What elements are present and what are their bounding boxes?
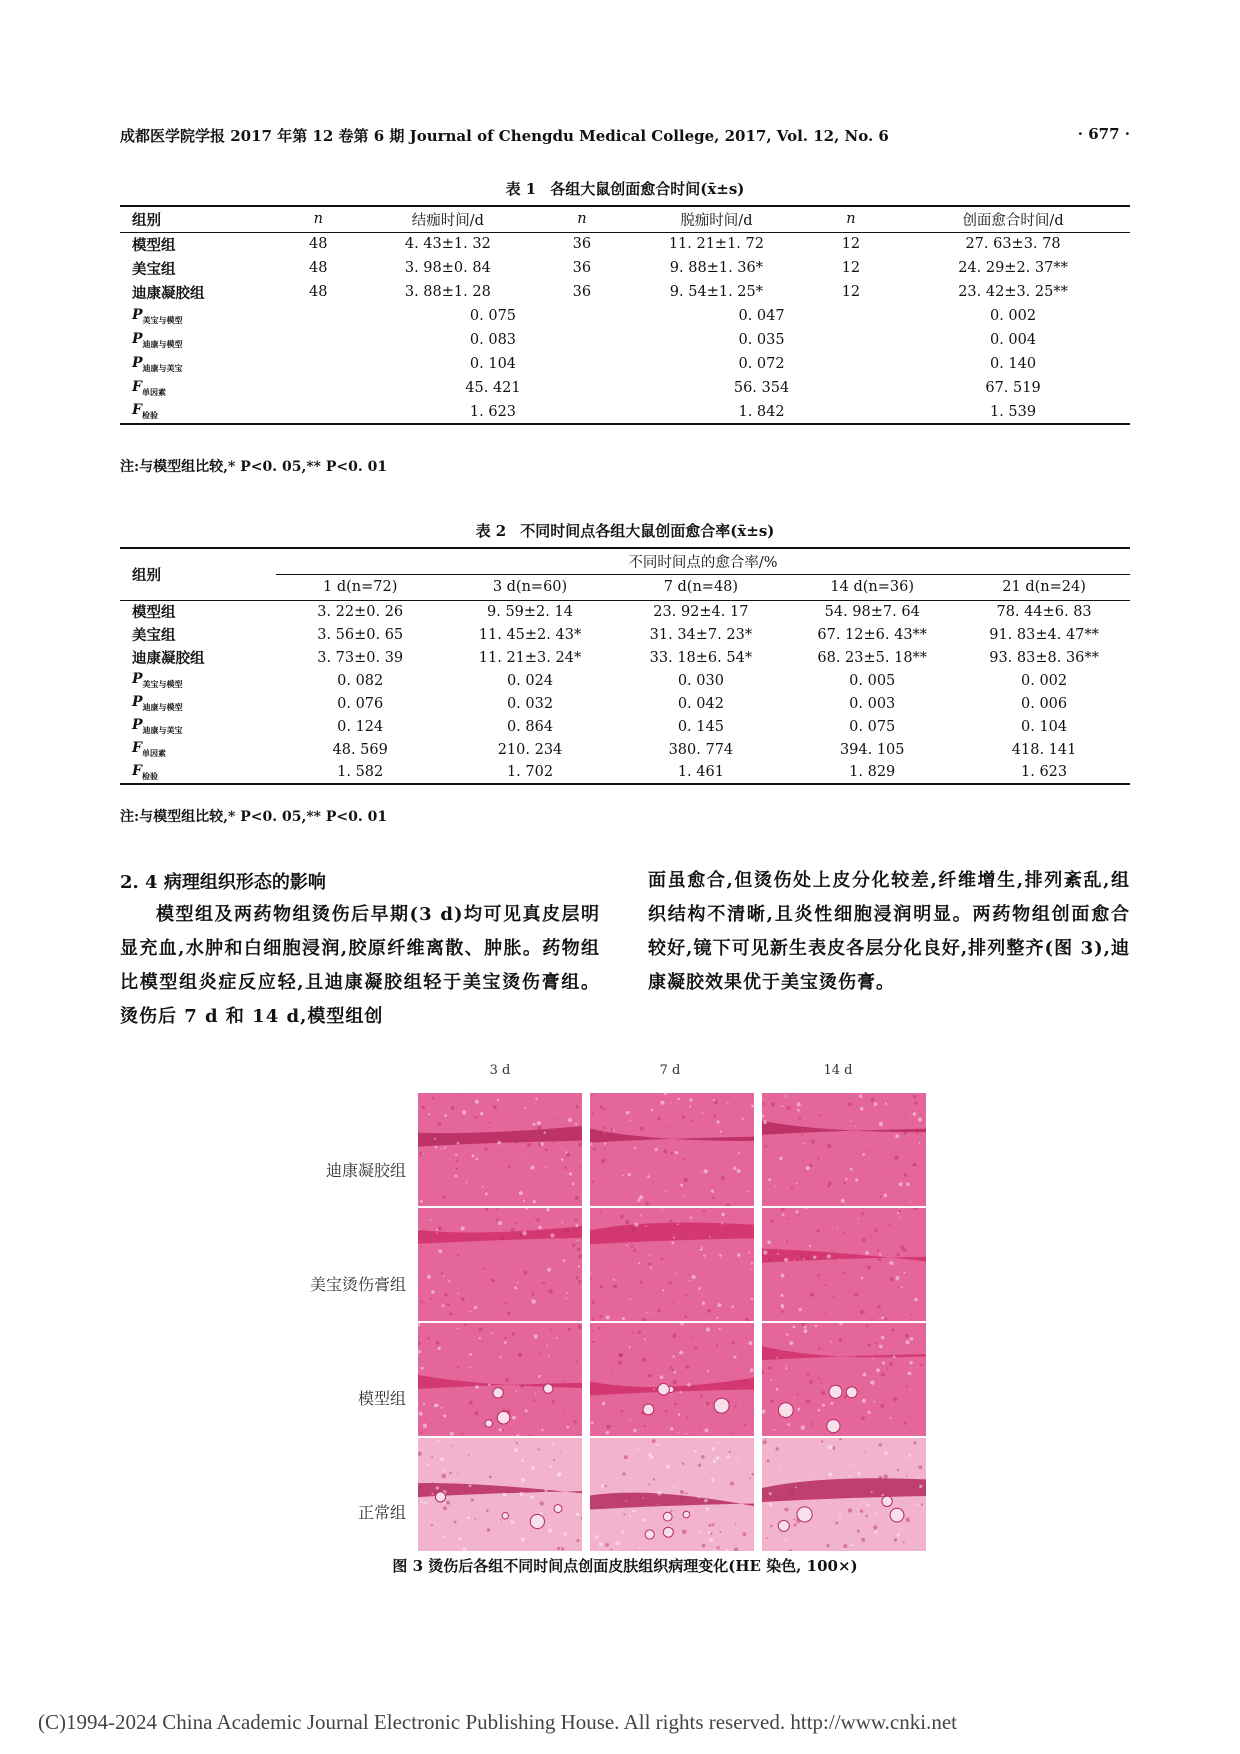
table-cell: 9. 59±2. 14 (487, 603, 573, 620)
table-cell: 54. 98±7. 64 (824, 603, 920, 620)
stat-value: 1. 461 (615, 761, 786, 784)
stat-value: 1. 623 (958, 761, 1130, 784)
table-cell: 23. 92±4. 17 (653, 603, 749, 620)
section-right-column (648, 864, 1130, 1000)
histology-panel-normal-14d (762, 1438, 926, 1551)
stat-row (120, 376, 1130, 400)
column-header: n (537, 206, 627, 232)
histology-panel-normal-7d (590, 1438, 754, 1551)
histology-panel-meibao-3d (418, 1208, 582, 1321)
table2-title: 不同时间点各组大鼠创面愈合率(x̄±s) (520, 522, 775, 540)
histology-panel-model-7d (590, 1323, 754, 1436)
stat-label (120, 304, 278, 328)
stat-row (120, 352, 1130, 376)
stat-subscript: 迪康与美宝 (142, 362, 183, 373)
table-cell: 67. 12±6. 43** (817, 626, 928, 643)
stat-value: 67. 519 (985, 380, 1041, 396)
stat-row (120, 715, 1130, 738)
histology-panel-meibao-14d (762, 1208, 926, 1321)
stat-value: 1. 623 (359, 400, 627, 424)
stat-symbol: F (132, 402, 142, 419)
column-header: 脱痂时间/d (627, 206, 806, 232)
section-heading: 2. 4 病理组织形态的影响 (120, 872, 326, 893)
histology-panel-model-14d (762, 1323, 926, 1436)
stat-value: 1. 539 (896, 400, 1130, 424)
histology-panel-dikang-7d (590, 1093, 754, 1206)
stat-row (120, 761, 1130, 784)
stat-value: 0. 124 (337, 718, 384, 735)
table-cell: 9. 88±1. 36* (669, 260, 763, 276)
section-left-column (120, 898, 600, 1034)
stat-symbol: P (132, 330, 143, 347)
histology-figure (418, 1093, 928, 1530)
table-cell: 48 (309, 236, 328, 253)
column-header: 1 d(n=72) (276, 574, 445, 600)
histology-panel-model-3d (418, 1323, 582, 1436)
table-row (120, 280, 1130, 304)
column-header: 组别 (120, 206, 278, 232)
stat-symbol: P (132, 694, 143, 711)
stat-label (120, 669, 276, 692)
journal-header: 成都医学院学报 2017 年第 12 卷第 6 期 Journal of Chengdu Medical College, 2017, Vol. 12, No. 6 (120, 127, 889, 145)
stat-row (120, 328, 1130, 352)
stat-value: 0. 002 (989, 308, 1037, 324)
stat-subscript: 检验 (141, 770, 158, 781)
stat-label (120, 715, 276, 738)
histology-panel-normal-3d (418, 1438, 582, 1551)
stat-value: 0. 004 (989, 332, 1037, 348)
stat-value: 0. 047 (738, 308, 785, 324)
stat-value: 0. 140 (989, 356, 1037, 372)
table-cell: 31. 34±7. 23* (649, 626, 753, 643)
stat-value: 0. 003 (849, 695, 896, 712)
stat-symbol: F (132, 740, 142, 757)
column-header: 创面愈合时间/d (896, 206, 1130, 232)
fig-col-label: 14 d (823, 1063, 853, 1078)
table-cell: 4. 43±1. 32 (404, 236, 491, 253)
table1-title: 各组大鼠创面愈合时间(x̄±s) (550, 180, 745, 198)
table-row (120, 623, 1130, 646)
stat-value: 0. 864 (506, 718, 554, 735)
paragraph-left: 模型组及两药物组烫伤后早期(3 d)均可见真皮层明显充血,水肿和白细胞浸润,胶原纤维离散、肿胀。药物组比模型组炎症反应轻,且迪康凝胶组轻于美宝烫伤膏组。烫伤后 7 d 和 14 d,模型组创 (120, 904, 600, 1027)
column-header: 组别 (120, 548, 276, 600)
table-cell: 3. 88±1. 28 (404, 284, 491, 300)
stat-label (120, 692, 276, 715)
fig-col-label: 3 d (489, 1063, 511, 1078)
stat-row (120, 304, 1130, 328)
stat-value: 380. 774 (668, 741, 734, 758)
stat-value: 0. 035 (738, 332, 785, 348)
table2-note: 注:与模型组比较,* P<0. 05,** P<0. 01 (120, 809, 388, 825)
stat-row (120, 692, 1130, 715)
stat-value: 0. 030 (677, 672, 724, 689)
stat-label (120, 761, 276, 784)
column-header: n (278, 206, 359, 232)
table-cell: 36 (572, 284, 592, 300)
stat-value: 0. 072 (738, 356, 785, 372)
table1 (120, 205, 1130, 425)
histology-panel-meibao-7d (590, 1208, 754, 1321)
stat-value: 0. 042 (677, 695, 724, 712)
table2-caption (120, 520, 1130, 541)
running-header (120, 125, 1130, 149)
stat-subscript: 美宝与模型 (142, 678, 183, 689)
page-number: · 677 · (1077, 125, 1130, 143)
stat-value: 0. 075 (469, 308, 517, 324)
column-header: n (806, 206, 896, 232)
table-cell: 24. 29±2. 37** (958, 260, 1068, 276)
stat-value: 45. 421 (465, 380, 521, 396)
stat-value: 0. 032 (506, 695, 554, 712)
stat-value: 1. 582 (276, 761, 445, 784)
histology-panel-dikang-3d (418, 1093, 582, 1206)
table-cell: 27. 63±3. 78 (965, 236, 1061, 253)
table-row (120, 256, 1130, 280)
stat-symbol: P (132, 671, 143, 688)
stat-value: 1. 702 (445, 761, 616, 784)
column-header: 7 d(n=48) (615, 574, 786, 600)
fig-row-label: 正常组 (357, 1503, 406, 1522)
stat-value: 0. 002 (1021, 672, 1068, 689)
table-cell: 12 (841, 236, 861, 253)
row-label: 迪康凝胶组 (132, 284, 205, 302)
stat-value: 0. 104 (469, 356, 517, 372)
fig-row-label: 迪康凝胶组 (325, 1161, 406, 1180)
stat-value: 1. 842 (627, 400, 896, 424)
table1-label: 表 1 (505, 180, 537, 198)
histology-panel-dikang-14d (762, 1093, 926, 1206)
stat-symbol: F (132, 378, 142, 395)
stat-subscript: 检验 (141, 409, 158, 420)
stat-subscript: 迪康与模型 (142, 701, 183, 712)
table2-label: 表 2 (475, 522, 507, 540)
stat-value: 0. 104 (1021, 718, 1068, 735)
stat-row (120, 738, 1130, 761)
stat-value: 418. 141 (1011, 741, 1077, 758)
stat-row (120, 669, 1130, 692)
stat-subscript: 单因素 (141, 747, 166, 758)
table-cell: 3. 73±0. 39 (317, 649, 404, 666)
figure3-caption: 图 3 烫伤后各组不同时间点创面皮肤组织病理变化(HE 染色, 100×) (392, 1557, 858, 1575)
table-cell: 3. 22±0. 26 (317, 603, 404, 620)
stat-value: 0. 006 (1021, 695, 1068, 712)
stat-value: 0. 075 (849, 718, 896, 735)
copyright-footer: (C)1994-2024 China Academic Journal Electronic Publishing House. All rights reserved. http://www.cnki.net (38, 1710, 957, 1734)
stat-symbol: P (132, 717, 143, 734)
stat-subscript: 迪康与模型 (142, 338, 183, 349)
row-label: 模型组 (132, 236, 176, 254)
table-cell: 11. 21±3. 24* (478, 649, 582, 666)
table1-note: 注:与模型组比较,* P<0. 05,** P<0. 01 (120, 459, 388, 475)
stat-subscript: 单因素 (141, 386, 166, 397)
stat-value: 0. 082 (337, 672, 384, 689)
stat-value: 0. 145 (677, 718, 724, 735)
table-cell: 12 (841, 284, 861, 300)
column-header: 结痂时间/d (359, 206, 537, 232)
paragraph-right: 面虽愈合,但烫伤处上皮分化较差,纤维增生,排列紊乱,组织结构不清晰,且炎性细胞浸润明显。两药物组创面愈合较好,镜下可见新生表皮各层分化良好,排列整齐(图 3),迪康凝胶效果优于美宝烫伤膏。 (648, 870, 1130, 993)
column-header: 3 d(n=60) (445, 574, 616, 600)
stat-symbol: F (132, 762, 142, 779)
stat-value: 56. 354 (733, 380, 790, 396)
stat-label (120, 352, 278, 376)
stat-value: 394. 105 (839, 741, 905, 758)
table-cell: 11. 21±1. 72 (668, 236, 764, 253)
stat-label (120, 738, 276, 761)
stat-row (120, 400, 1130, 424)
fig-col-label: 7 d (659, 1063, 681, 1078)
stat-value: 48. 569 (332, 741, 388, 758)
stat-value: 0. 083 (469, 332, 517, 348)
table-row (120, 646, 1130, 669)
table-cell: 3. 98±0. 84 (404, 260, 491, 276)
table-cell: 36 (572, 236, 592, 253)
table-cell: 91. 83±4. 47** (989, 626, 1099, 643)
table-cell: 78. 44±6. 83 (996, 603, 1092, 620)
table-header-row (120, 548, 1130, 574)
table-cell: 93. 83±8. 36** (989, 649, 1099, 666)
table-row (120, 232, 1130, 256)
table-cell: 11. 45±2. 43* (478, 626, 582, 643)
table-cell: 36 (572, 260, 592, 276)
stat-label (120, 376, 278, 400)
row-label: 迪康凝胶组 (132, 650, 205, 667)
table-cell: 23. 42±3. 25** (958, 284, 1068, 300)
stat-label (120, 400, 278, 424)
table2 (120, 547, 1130, 785)
row-label: 美宝组 (132, 627, 176, 644)
table1-caption (120, 178, 1130, 199)
table-header-row (120, 206, 1130, 232)
table-cell: 48 (309, 260, 328, 276)
stat-symbol: P (132, 354, 143, 371)
table-row (120, 600, 1130, 623)
table-cell: 48 (309, 284, 328, 300)
table-cell: 33. 18±6. 54* (649, 649, 753, 666)
row-label: 美宝组 (132, 260, 176, 278)
stat-value: 1. 829 (786, 761, 958, 784)
stat-value: 0. 005 (849, 672, 896, 689)
stat-symbol: P (132, 306, 143, 323)
fig-row-label: 美宝烫伤膏组 (309, 1275, 406, 1294)
table-cell: 3. 56±0. 65 (317, 626, 404, 643)
table-cell: 12 (841, 260, 861, 276)
table-cell: 68. 23±5. 18** (817, 649, 928, 666)
stat-value: 0. 024 (506, 672, 554, 689)
stat-subscript: 美宝与模型 (142, 314, 183, 325)
fig-row-label: 模型组 (357, 1389, 406, 1408)
span-header: 不同时间点的愈合率/% (276, 548, 1130, 574)
row-label: 模型组 (132, 604, 176, 622)
column-header: 14 d(n=36) (786, 574, 958, 600)
stat-value: 210. 234 (497, 741, 563, 758)
column-header: 21 d(n=24) (958, 574, 1130, 600)
stat-subscript: 迪康与美宝 (142, 724, 183, 735)
stat-value: 0. 076 (337, 695, 384, 712)
stat-label (120, 328, 278, 352)
table-cell: 9. 54±1. 25* (669, 284, 763, 300)
